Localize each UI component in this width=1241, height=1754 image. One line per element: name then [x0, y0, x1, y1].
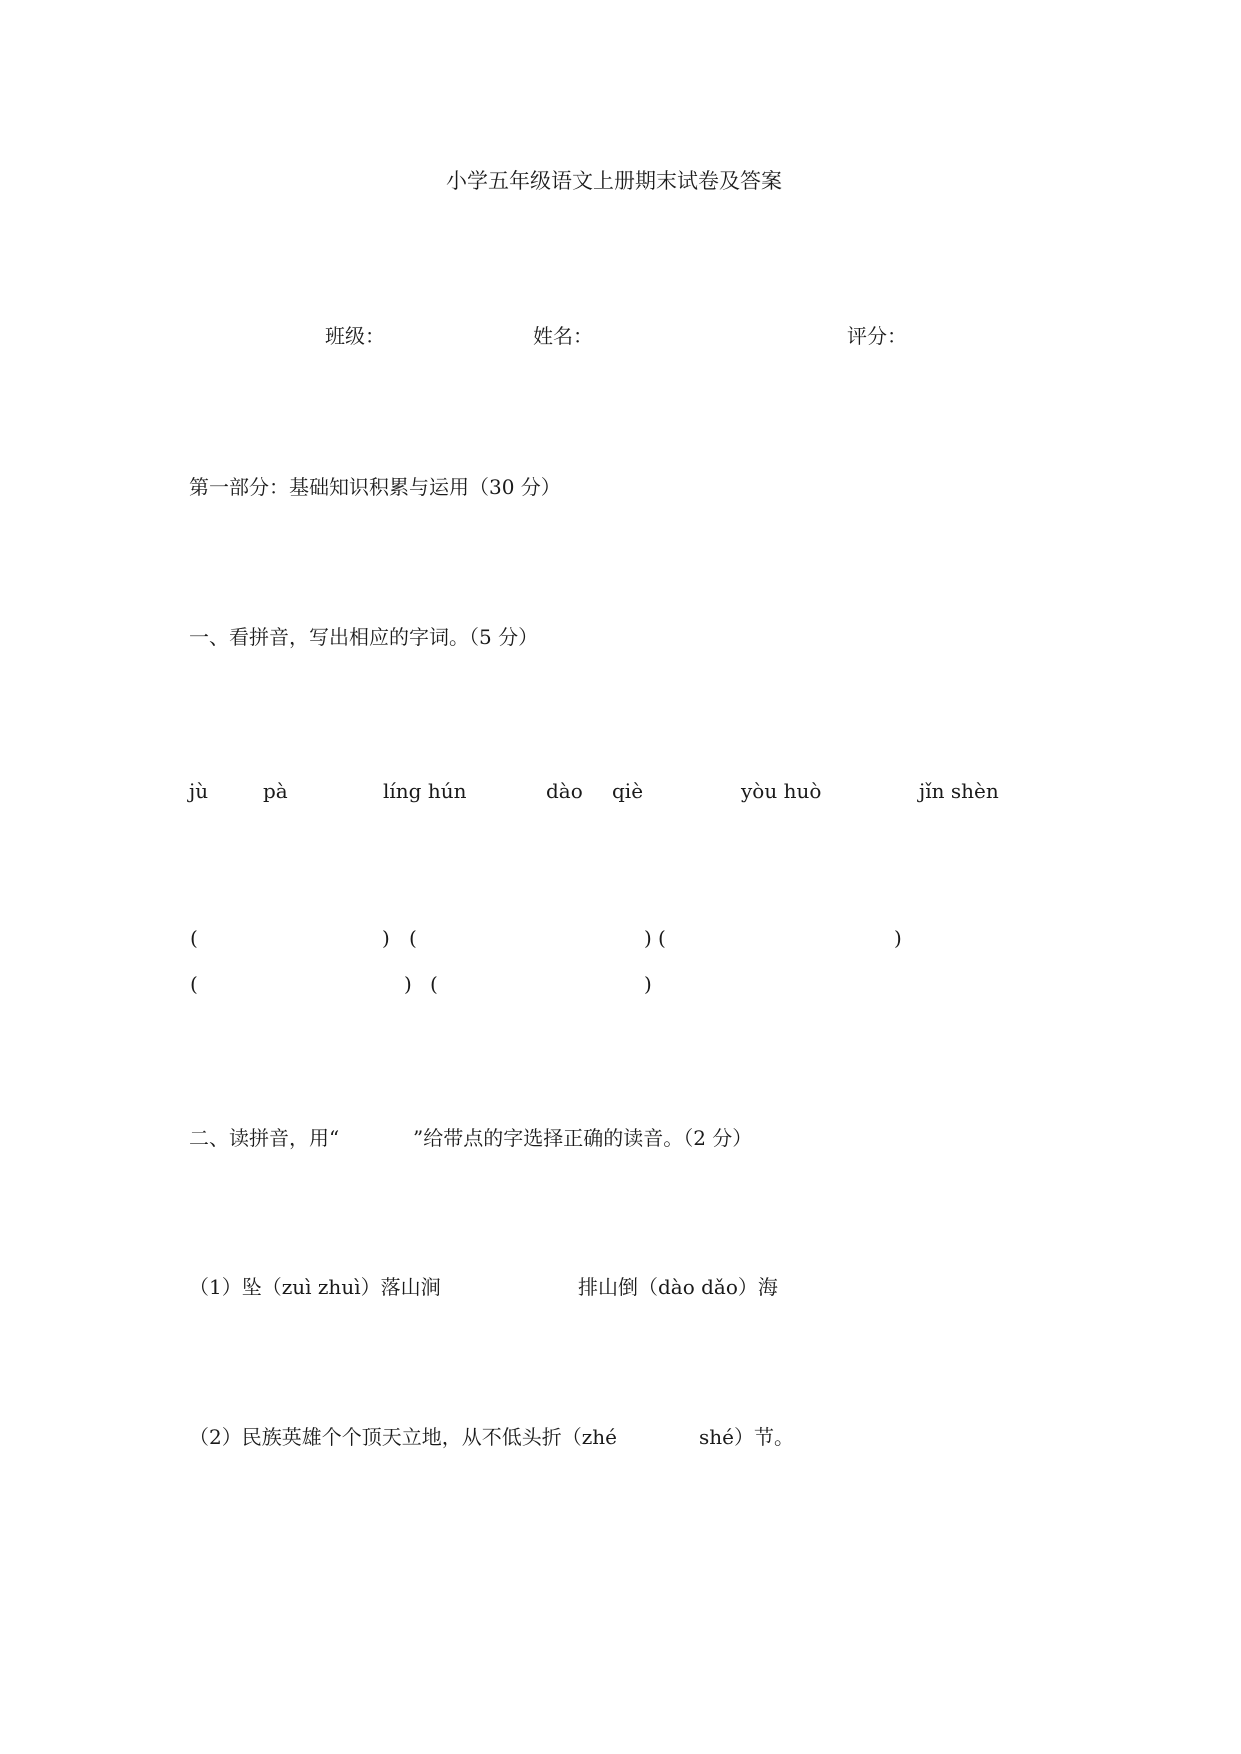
class-label: 班级： [325, 324, 385, 348]
question-two-item-1a: （1）坠（zuì zhuì）落山涧 [189, 1275, 441, 1299]
score-label: 评分： [847, 324, 907, 348]
pinyin-item: yòu huò [741, 779, 822, 803]
blank-open-paren: ( [409, 926, 417, 950]
blank-open-paren: ( [190, 972, 198, 996]
question-two-heading-post: ”给带点的字选择正确的读音。（2 分） [413, 1126, 753, 1150]
page-title: 小学五年级语文上册期末试卷及答案 [446, 169, 782, 193]
pinyin-item: líng hún [383, 779, 467, 803]
blank-open-paren: ( [190, 926, 198, 950]
question-two-item-1b: 排山倒（dào dǎo）海 [578, 1275, 778, 1299]
pinyin-item: jǐn shèn [919, 779, 999, 803]
pinyin-item: jù [189, 779, 209, 803]
question-two-item-2a: （2）民族英雄个个顶天立地，从不低头折（zhé [189, 1425, 617, 1449]
pinyin-item: qiè [612, 779, 644, 803]
blank-open-paren: ( [658, 926, 666, 950]
question-one-heading: 一、看拼音，写出相应的字词。（5 分） [189, 625, 539, 649]
blank-open-paren: ( [430, 972, 438, 996]
name-label: 姓名： [533, 324, 593, 348]
blank-close-paren: ) [404, 972, 412, 996]
blank-close-paren: ) [894, 926, 902, 950]
pinyin-item: pà [263, 779, 288, 803]
pinyin-item: dào [546, 779, 583, 803]
blank-close-paren: ) [644, 926, 652, 950]
blank-close-paren: ) [382, 926, 390, 950]
blank-close-paren: ) [644, 972, 652, 996]
question-two-heading-pre: 二、读拼音，用“ [189, 1126, 340, 1150]
question-two-item-2b: shé）节。 [699, 1425, 794, 1449]
part-one-heading: 第一部分：基础知识积累与运用（30 分） [189, 475, 561, 499]
